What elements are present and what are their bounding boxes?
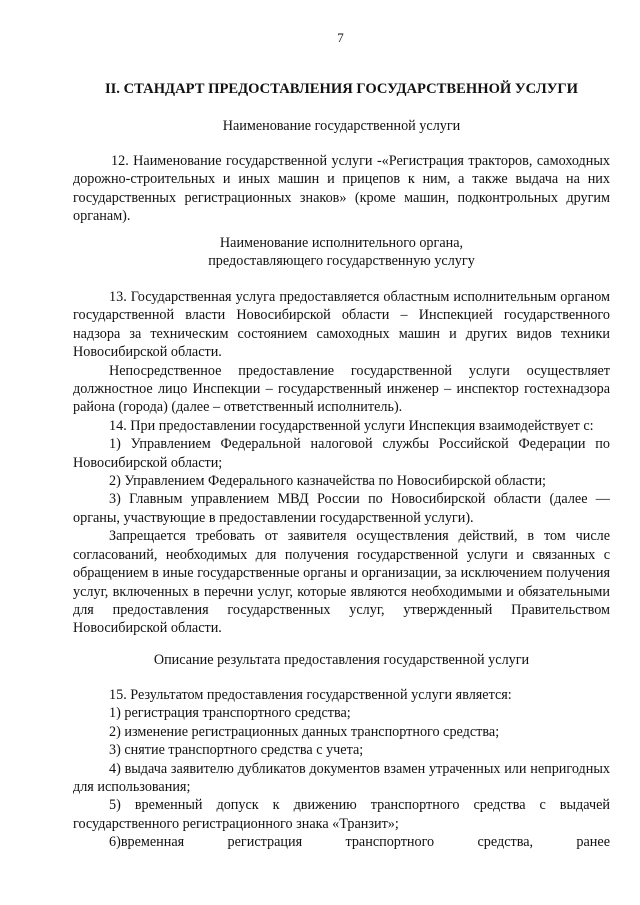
heading-executive-line-1: Наименование исполнительного органа,: [219, 235, 464, 251]
paragraph-15-item-5: 5) временный допуск к движению транспортного средства с выдачей государственного регистрационного знака «Транзит»;: [73, 797, 610, 832]
body-block-13-14: [73, 288, 610, 638]
page-number: 7: [337, 30, 344, 45]
paragraph-14-item-2: 2) Управлением Федерального казначейства по Новосибирской области;: [109, 473, 546, 490]
heading-service-name: Наименование государственной услуги: [222, 118, 461, 134]
paragraph-15-item-4: 4) выдача заявителю дубликатов документов взамен утраченных или непригодных для использования;: [73, 760, 610, 796]
paragraph-13b: Непосредственное предоставление государственной услуги осуществляет должностное лицо Инспекции – государственный инженер – инспектор гостехнадзора района (города) (далее – ответственный исполнитель).: [73, 362, 610, 416]
paragraph-13: 13. Государственная услуга предоставляется областным исполнительным органом государственной власти Новосибирской области – Инспекцией государственного надзора за техническим состоянием самоходных машин и других видов техники Новосибирской области.: [73, 289, 610, 361]
section-title: II. СТАНДАРТ ПРЕДОСТАВЛЕНИЯ ГОСУДАРСТВЕННОЙ УСЛУГИ: [104, 81, 579, 97]
paragraph-12: 12. Наименование государственной услуги -«Регистрация тракторов, самоходных дорожно-строительных и иных машин и прицепов к ним, а также выдача на них государственных регистрационных знаков» (кроме машин, подконтрольных другим органам).: [73, 153, 610, 225]
paragraph-14-prohibition: Запрещается требовать от заявителя осуществления действий, в том числе согласований, необходимых для получения государственной услуги и связанных с обращением в иные государственные органы и организации, за исключением получения услуг, включенных в перечни услуг, которые являются необходимыми и обязательными для предоставления государственных услуг, утвержденный Правительством Новосибирской области.: [73, 528, 610, 637]
paragraph-15-item-1: 1) регистрация транспортного средства;: [109, 705, 351, 722]
paragraph-14: 14. При предоставлении государственной услуги Инспекция взаимодействует с:: [109, 417, 594, 434]
heading-result: Описание результата предоставления государственной услуги: [153, 652, 530, 668]
paragraph-14-item-1: 1) Управлением Федеральной налоговой службы Российской Федерации по Новосибирской области;: [73, 436, 610, 471]
body-block-15: [73, 686, 610, 852]
heading-executive-line-2: предоставляющего государственную услугу: [208, 253, 475, 269]
paragraph-12-block: [73, 152, 610, 226]
paragraph-15-item-3: 3) снятие транспортного средства с учета;: [109, 742, 364, 759]
paragraph-15: 15. Результатом предоставления государственной услуги является:: [109, 687, 512, 703]
paragraph-15-item-2: 2) изменение регистрационных данных транспортного средства;: [109, 723, 500, 740]
paragraph-14-item-3: 3) Главным управлением МВД России по Новосибирской области (далее — органы, участвующие в предоставлении государственной услуги).: [73, 491, 610, 526]
paragraph-15-item-6: 6)временная регистрация транспортного средства, ранее: [109, 834, 610, 851]
